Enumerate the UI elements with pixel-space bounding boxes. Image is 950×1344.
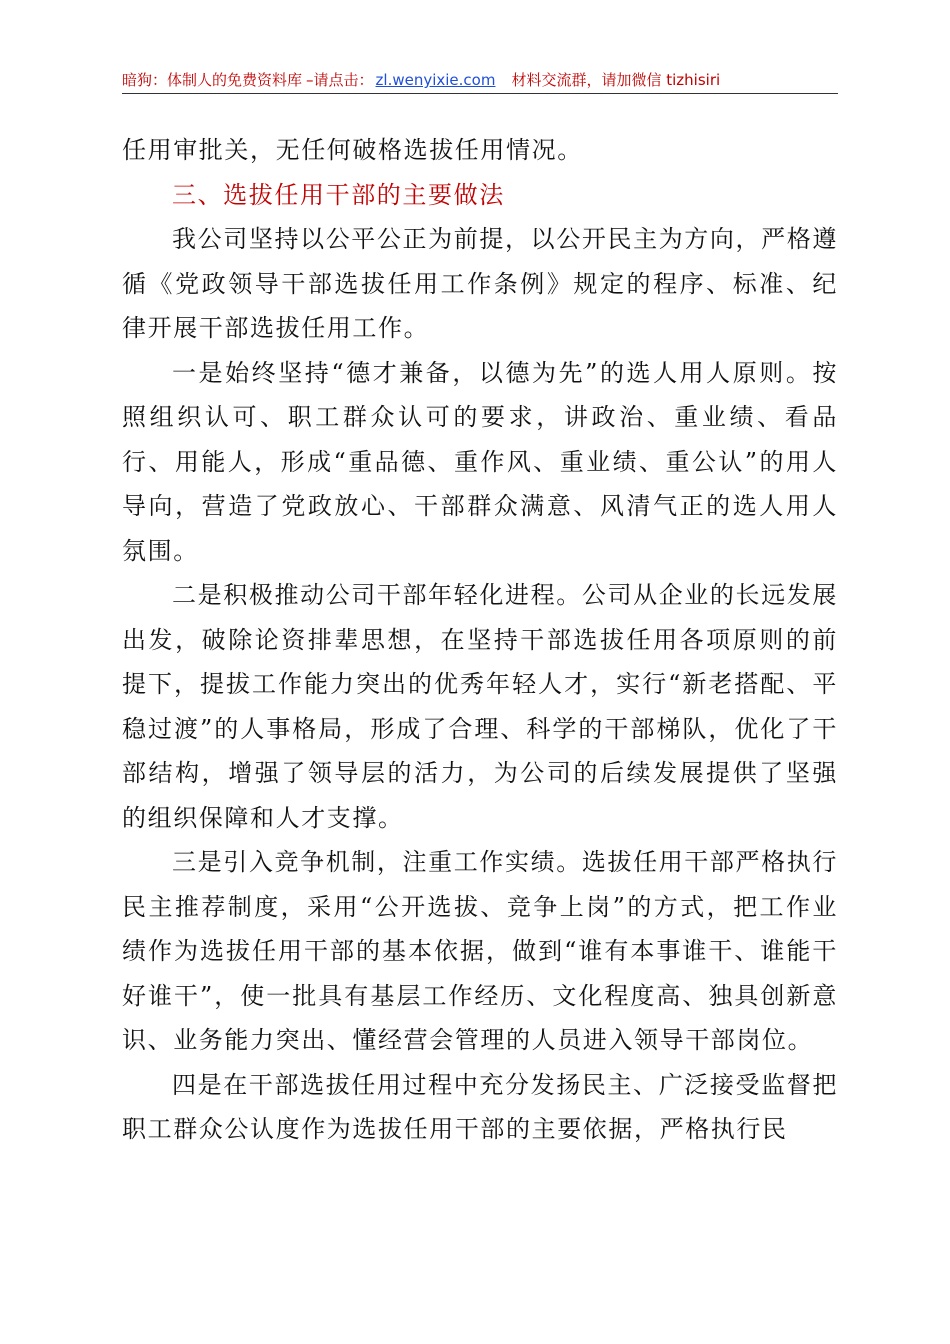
header-divider [122, 93, 838, 94]
page-header [122, 68, 838, 92]
header-link[interactable]: zl.wenyixie.com [375, 71, 496, 89]
intro-line: 任用审批关，无任何破格选拔任用情况。 [122, 136, 583, 164]
section-heading: 三、选拔任用干部的主要做法 [172, 180, 505, 209]
paragraph-two: 二是积极推动公司干部年轻化进程。公司从企业的长远发展出发，破除论资排辈思想，在坚持干部选拔任用各项原则的前提下，提拔工作能力突出的优秀年轻人才，实行“新老搭配、平稳过渡”的人事格局，形成了合理、科学的干部梯队，优化了干部结构，增强了领导层的活力，为公司的后续发展提供了坚强的组织保障和人才支撑。 [122, 581, 838, 832]
paragraph-intro: 我公司坚持以公平公正为前提，以公开民主为方向，严格遵循《党政领导干部选拔任用工作条例》规定的程序、标准、纪律开展干部选拔任用工作。 [122, 225, 838, 342]
header-brand: 暗狗：体制人的免费资料库 [122, 71, 303, 89]
header-click-prompt: –请点击： [306, 71, 374, 89]
header-group-note: 材料交流群，请加微信 tizhisiri [511, 71, 721, 89]
document-body [122, 128, 838, 1152]
paragraph-four: 四是在干部选拔任用过程中充分发扬民主、广泛接受监督把职工群众公认度作为选拔任用干部的主要依据，严格执行民 [122, 1070, 838, 1143]
paragraph-three: 三是引入竞争机制，注重工作实绩。选拔任用干部严格执行民主推荐制度，采用“公开选拔、竞争上岗”的方式，把工作业绩作为选拔任用干部的基本依据，做到“谁有本事谁干、谁能干好谁干”，使一批具有基层工作经历、文化程度高、独具创新意识、业务能力突出、懂经营会管理的人员进入领导干部岗位。 [122, 848, 838, 1054]
paragraph-one: 一是始终坚持“德才兼备，以德为先”的选人用人原则。按照组织认可、职工群众认可的要求，讲政治、重业绩、看品行、用能人，形成“重品德、重作风、重业绩、重公认”的用人导向，营造了党政放心、干部群众满意、风清气正的选人用人氛围。 [122, 358, 838, 565]
